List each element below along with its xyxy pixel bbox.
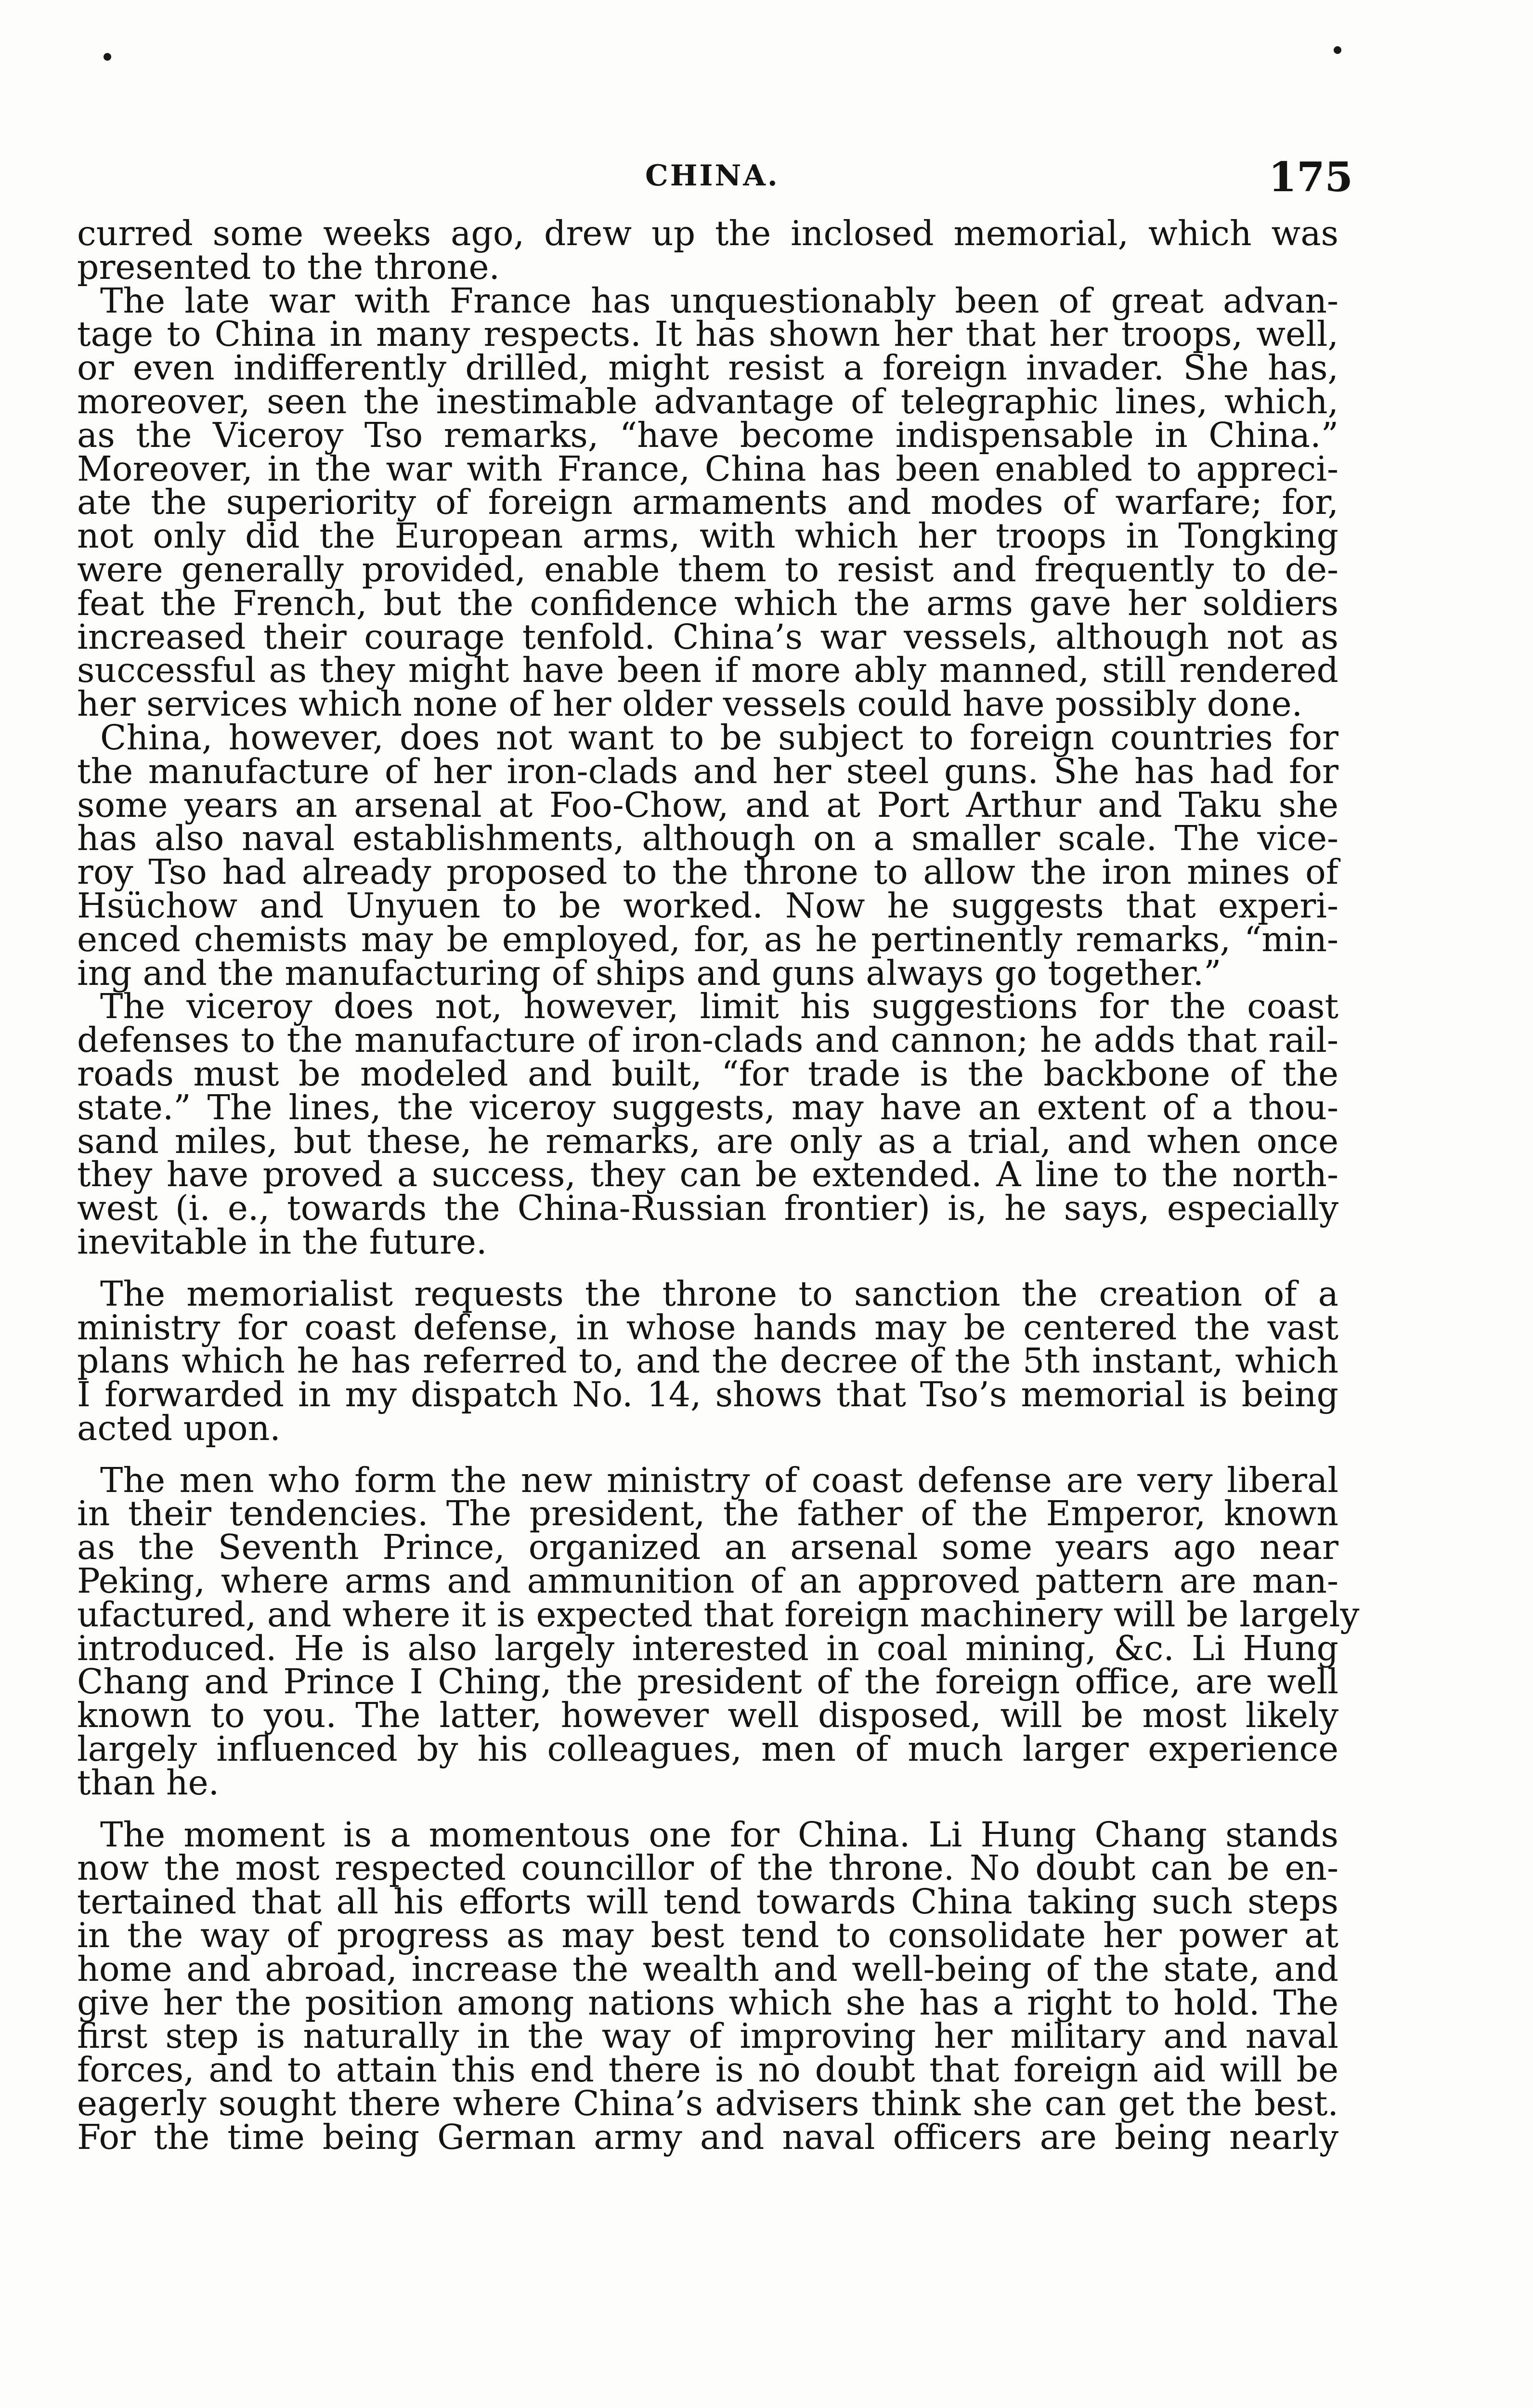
text-line: sand miles, but these, he remarks, are only as a trial, and when once — [77, 1121, 1338, 1161]
text-line: The memorialist requests the throne to sanction the creation of a — [100, 1273, 1338, 1314]
text-line: I forwarded in my dispatch No. 14, shows that Tso’s memorial is being — [77, 1374, 1338, 1415]
text-line: largely influenced by his colleagues, men of much larger experience — [77, 1729, 1338, 1769]
text-line: acted upon. — [77, 1408, 281, 1448]
text-line: now the most respected councillor of the throne. No doubt can be en- — [77, 1848, 1338, 1888]
text-line: ing and the manufacturing of ships and guns always go together.” — [77, 953, 1221, 993]
text-line: west (i. e., towards the China-Russian frontier) is, he says, especially — [77, 1188, 1338, 1229]
page-number: 175 — [1268, 153, 1353, 201]
text-line: tage to China in many respects. It has shown her that her troops, well, — [77, 314, 1338, 354]
text-line: in their tendencies. The president, the father of the Emperor, known — [77, 1493, 1338, 1534]
text-line: as the Seventh Prince, organized an arsenal some years ago near — [77, 1527, 1338, 1568]
text-line: roads must be modeled and built, “for trade is the backbone of the — [77, 1053, 1338, 1094]
body-text — [77, 213, 1360, 2157]
text-line: increased their courage tenfold. China’s war vessels, although not as — [77, 616, 1338, 657]
text-line: home and abroad, increase the wealth and well-being of the state, and — [77, 1949, 1338, 1989]
text-line: state.” The lines, the viceroy suggests, may have an extent of a thou- — [77, 1087, 1338, 1127]
text-line: Moreover, in the war with France, China has been enabled to appreci- — [77, 448, 1338, 489]
text-line: Peking, where arms and ammunition of an approved pattern are man- — [77, 1561, 1338, 1601]
text-line: in the way of progress as may best tend to consolidate her power at — [77, 1915, 1338, 1956]
paragraph — [77, 1273, 1338, 1448]
text-line: tertained that all his efforts will tend towards China taking such steps — [77, 1882, 1338, 1922]
page-header — [72, 153, 1353, 206]
text-line: plans which he has referred to, and the decree of the 5th instant, which — [77, 1341, 1338, 1381]
text-line: first step is naturally in the way of improving her military and naval — [77, 2016, 1338, 2056]
text-line: the manufacture of her iron-clads and her steel guns. She has had for — [77, 751, 1338, 791]
text-line: feat the French, but the confidence which the arms gave her soldiers — [77, 583, 1338, 623]
text-line: some years an arsenal at Foo-Chow, and at Port Arthur and Taku she — [77, 785, 1338, 825]
paragraph — [77, 213, 1338, 287]
text-line: The moment is a momentous one for China. Li Hung Chang stands — [100, 1814, 1338, 1855]
text-line: The viceroy does not, however, limit his suggestions for the coast — [100, 986, 1338, 1027]
text-line: introduced. He is also largely interested in coal mining, &c. Li Hung — [77, 1628, 1338, 1668]
text-line: Hsüchow and Unyuen to be worked. Now he suggests that experi- — [77, 885, 1338, 926]
text-line: Chang and Prince I Ching, the president of the foreign office, are well — [77, 1662, 1338, 1702]
text-line: successful as they might have been if more ably manned, still rendered — [77, 650, 1338, 691]
text-line: known to you. The latter, however well disposed, will be most likely — [77, 1695, 1338, 1736]
text-line: The men who form the new ministry of coast defense are very liberal — [100, 1460, 1338, 1500]
text-line: give her the position among nations which she has a right to hold. The — [77, 1982, 1338, 2023]
text-line: her services which none of her older vessels could have possibly done. — [77, 684, 1303, 724]
text-line: has also naval establishments, although on a smaller scale. The vice- — [77, 818, 1338, 859]
text-line: defenses to the manufacture of iron-clads and cannon; he adds that rail- — [77, 1020, 1338, 1060]
text-line: ate the superiority of foreign armaments and modes of warfare; for, — [77, 482, 1338, 523]
text-line: For the time being German army and naval officers are being nearly — [77, 2117, 1338, 2157]
text-line: ufactured, and where it is expected that foreign machinery will be largely — [77, 1594, 1360, 1635]
running-head: CHINA. — [645, 159, 779, 193]
paragraph — [77, 717, 1338, 993]
paragraph — [77, 1460, 1360, 1803]
text-line: not only did the European arms, with which her troops in Tongking — [77, 516, 1338, 556]
paragraph — [77, 1814, 1338, 2157]
text-line: curred some weeks ago, drew up the inclosed memorial, which was — [77, 213, 1338, 253]
text-line: The late war with France has unquestionably been of great advan- — [100, 280, 1338, 321]
page-mark-dot — [104, 53, 111, 61]
text-line: were generally provided, enable them to resist and frequently to de- — [77, 549, 1338, 589]
text-line: eagerly sought there where China’s advisers think she can get the best. — [77, 2083, 1338, 2124]
page-mark-dot — [1334, 46, 1341, 54]
text-line: China, however, does not want to be subject to foreign countries for — [100, 717, 1338, 758]
text-line: inevitable in the future. — [77, 1221, 487, 1262]
text-line: enced chemists may be employed, for, as he pertinently remarks, “min- — [77, 919, 1338, 959]
paragraph — [77, 280, 1338, 724]
text-line: moreover, seen the inestimable advantage of telegraphic lines, which, — [77, 381, 1338, 421]
text-line: as the Viceroy Tso remarks, “have become indispensable in China.” — [77, 415, 1338, 455]
text-line: or even indifferently drilled, might resist a foreign invader. She has, — [77, 348, 1338, 388]
text-line: than he. — [77, 1762, 220, 1803]
text-line: roy Tso had already proposed to the throne to allow the iron mines of — [77, 852, 1338, 892]
text-line: they have proved a success, they can be extended. A line to the north- — [77, 1154, 1338, 1195]
text-line: forces, and to attain this end there is no doubt that foreign aid will be — [77, 2050, 1338, 2090]
text-line: presented to the throne. — [77, 247, 500, 287]
paragraph — [77, 986, 1338, 1262]
text-line: ministry for coast defense, in whose hands may be centered the vast — [77, 1307, 1338, 1348]
